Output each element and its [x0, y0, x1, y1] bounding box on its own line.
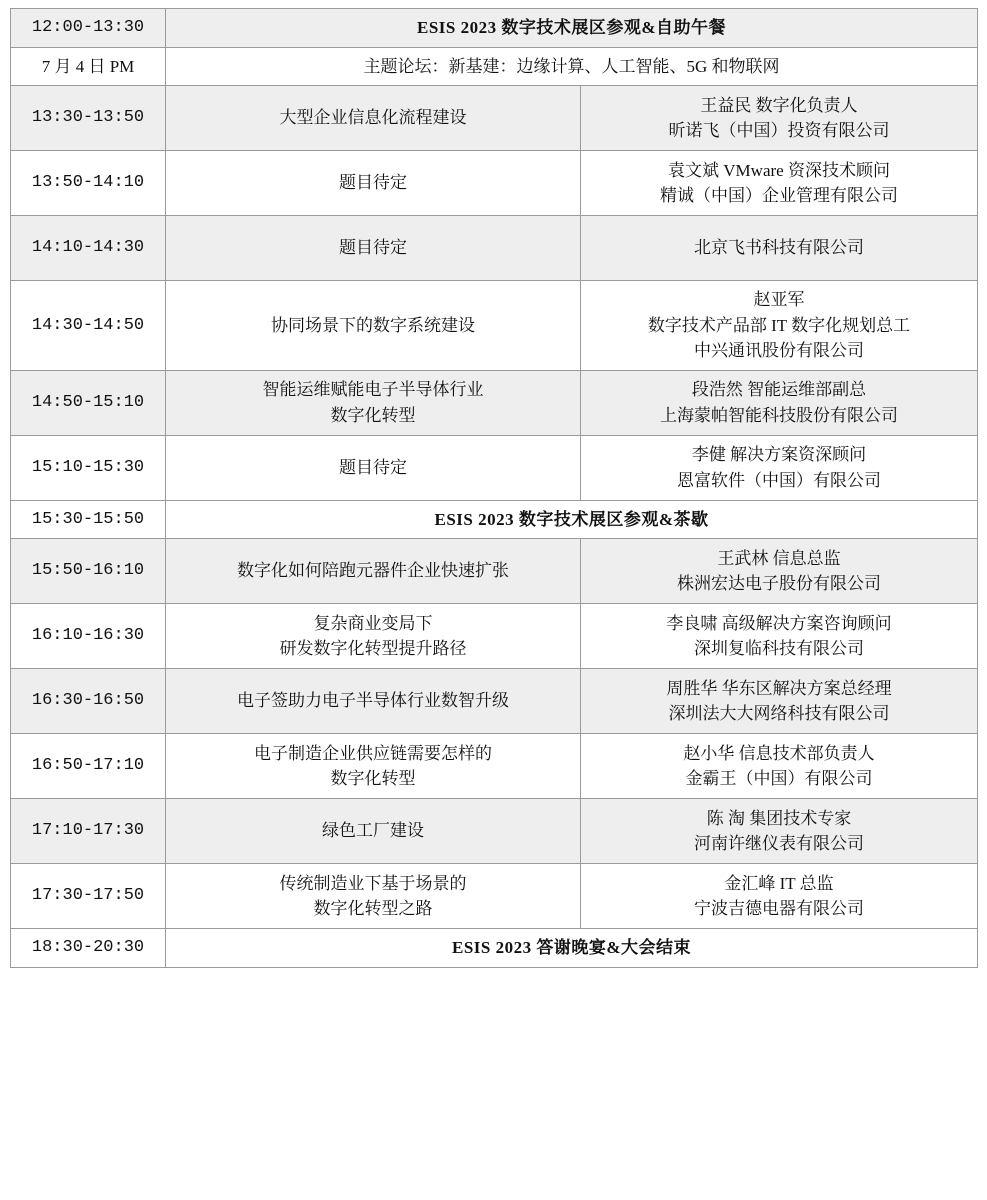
- text-line: 北京飞书科技有限公司: [694, 238, 864, 258]
- table-row: [11, 799, 978, 864]
- text-line: 大型企业信息化流程建设: [279, 108, 467, 128]
- session-topic: [166, 539, 581, 604]
- session-time: 15:30-15:50: [11, 500, 166, 539]
- text-line: 电子制造企业供应链需要怎样的: [254, 743, 492, 763]
- text-line: 复杂商业变局下: [313, 613, 433, 633]
- text-line: 数字化如何陪跑元器件企业快速扩张: [237, 561, 509, 581]
- table-row: [11, 929, 978, 968]
- text-line: 赵亚军: [753, 290, 805, 309]
- table-row: [11, 435, 978, 500]
- text-line: 研发数字化转型提升路径: [279, 639, 467, 658]
- break-banner: ESIS 2023 数字技术展区参观&茶歇: [166, 500, 978, 539]
- session-speaker: [581, 669, 978, 734]
- table-row: [11, 669, 978, 734]
- text-line: 数字技术产品部 IT 数字化规划总工: [647, 315, 911, 335]
- agenda-table: [10, 8, 978, 968]
- text-line: 题目待定: [339, 238, 407, 258]
- text-line: 王武林 信息总监: [717, 548, 841, 568]
- text-line: 上海蒙帕智能科技股份有限公司: [660, 405, 898, 425]
- session-topic: [166, 669, 581, 734]
- text-line: 电子签助力电子半导体行业数智升级: [237, 691, 509, 711]
- text-line: 金汇峰 IT 总监: [724, 873, 834, 893]
- session-topic: [166, 86, 581, 151]
- session-time: 14:50-15:10: [11, 370, 166, 435]
- text-line: 河南许继仪表有限公司: [694, 834, 864, 853]
- text-line: 智能运维赋能电子半导体行业: [262, 380, 484, 399]
- table-row: [11, 864, 978, 929]
- text-line: 深圳复临科技有限公司: [694, 639, 864, 658]
- table-row: [11, 539, 978, 604]
- session-topic: [166, 281, 581, 371]
- session-time: 18:30-20:30: [11, 929, 166, 968]
- session-time: 13:50-14:10: [11, 151, 166, 216]
- session-speaker: [581, 734, 978, 799]
- text-line: 袁文斌 VMware 资深技术顾问: [668, 160, 890, 180]
- table-row: [11, 216, 978, 281]
- table-row: [11, 604, 978, 669]
- text-line: 恩富软件（中国）有限公司: [677, 470, 881, 490]
- text-line: 宁波吉德电器有限公司: [694, 899, 864, 918]
- session-time: 13:30-13:50: [11, 86, 166, 151]
- text-line: 题目待定: [339, 173, 407, 193]
- text-line: 绿色工厂建设: [322, 821, 424, 841]
- text-line: 陈 淘 集团技术专家: [706, 808, 852, 828]
- session-time: 17:10-17:30: [11, 799, 166, 864]
- session-topic: [166, 370, 581, 435]
- text-line: 题目待定: [339, 457, 407, 477]
- session-topic: [166, 734, 581, 799]
- table-row: [11, 9, 978, 48]
- session-time: 12:00-13:30: [11, 9, 166, 48]
- table-row: [11, 151, 978, 216]
- session-speaker: [581, 370, 978, 435]
- session-speaker: [581, 604, 978, 669]
- table-row: [11, 47, 978, 86]
- table-row: [11, 370, 978, 435]
- session-speaker: [581, 86, 978, 151]
- session-time: 16:30-16:50: [11, 669, 166, 734]
- text-line: 数字化转型: [330, 769, 416, 788]
- break-banner: ESIS 2023 答谢晚宴&大会结束: [166, 929, 978, 968]
- session-time: 15:50-16:10: [11, 539, 166, 604]
- session-speaker: [581, 539, 978, 604]
- session-topic: [166, 151, 581, 216]
- session-topic: [166, 604, 581, 669]
- text-line: 株洲宏达电子股份有限公司: [677, 574, 881, 593]
- text-line: 李良啸 高级解决方案咨询顾问: [666, 613, 892, 633]
- text-line: 传统制造业下基于场景的: [279, 873, 467, 893]
- break-banner: ESIS 2023 数字技术展区参观&自助午餐: [166, 9, 978, 48]
- text-line: 昕诺飞（中国）投资有限公司: [668, 121, 890, 140]
- session-speaker: [581, 281, 978, 371]
- session-time: 14:30-14:50: [11, 281, 166, 371]
- session-time: 16:10-16:30: [11, 604, 166, 669]
- session-time: 7 月 4 日 PM: [11, 47, 166, 86]
- table-row: [11, 734, 978, 799]
- session-topic: [166, 799, 581, 864]
- session-time: 17:30-17:50: [11, 864, 166, 929]
- text-line: 王益民 数字化负责人: [700, 95, 858, 115]
- session-speaker: [581, 435, 978, 500]
- text-line: 李健 解决方案资深顾问: [691, 445, 867, 464]
- text-line: 数字化转型: [330, 405, 416, 425]
- session-time: 15:10-15:30: [11, 435, 166, 500]
- session-topic: [166, 216, 581, 281]
- table-row: [11, 500, 978, 539]
- text-line: 段浩然 智能运维部副总: [691, 380, 867, 399]
- text-line: 精诚（中国）企业管理有限公司: [660, 186, 898, 205]
- session-speaker: [581, 864, 978, 929]
- session-topic: [166, 864, 581, 929]
- session-speaker: [581, 151, 978, 216]
- table-row: [11, 86, 978, 151]
- session-time: 14:10-14:30: [11, 216, 166, 281]
- session-topic: [166, 435, 581, 500]
- session-speaker: [581, 216, 978, 281]
- text-line: 协同场景下的数字系统建设: [271, 315, 475, 335]
- text-line: 赵小华 信息技术部负责人: [683, 743, 875, 763]
- text-line: 金霸王（中国）有限公司: [685, 769, 873, 788]
- text-line: 中兴通讯股份有限公司: [694, 341, 864, 360]
- table-row: [11, 281, 978, 371]
- forum-title: 主题论坛：新基建：边缘计算、人工智能、5G 和物联网: [166, 47, 978, 86]
- text-line: 数字化转型之路: [313, 899, 433, 918]
- text-line: 深圳法大大网络科技有限公司: [668, 704, 890, 723]
- session-time: 16:50-17:10: [11, 734, 166, 799]
- session-speaker: [581, 799, 978, 864]
- text-line: 周胜华 华东区解决方案总经理: [666, 678, 892, 698]
- agenda-table-body: [11, 9, 978, 968]
